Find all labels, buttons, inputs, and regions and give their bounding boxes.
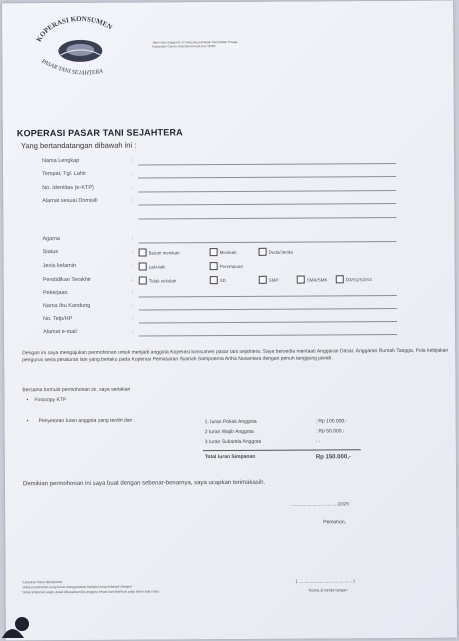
date-line[interactable]: ........................., .........../2025 — [290, 501, 349, 507]
signature-caption: Nama & tanda tangan — [308, 587, 348, 593]
fee-name-wajib: 2 Iuran Wajib Anggota — [204, 428, 254, 436]
option-belum-menikah: Belum menikah — [148, 250, 180, 256]
checkbox-tidak-sekolah[interactable] — [139, 277, 147, 285]
corner-brand-icon — [0, 608, 40, 638]
alamat-domisili-line-2[interactable] — [138, 217, 396, 220]
logo-bottom-text: PASAR TANI SEJAHTERA — [40, 58, 104, 77]
option-sma-smk: SMA/SMK — [306, 277, 328, 283]
checkbox-laki-laki[interactable] — [139, 263, 147, 271]
fields-top: Nama Lengkap : Tempat, Tgl. Lahir : No. Identitas (e-KTP) : Alamat sesuai Domisili : — [2, 1, 453, 4]
declaration-paragraph: Dengan ini saya mengajukan permohonan untuk menjadi anggota Koperasi konsumen pasar tani sejahtera. Saya bersedia mentaati Anggaran Dasar, Anggaran Rumah Tangga, Pola kebijakan pengurus serta peraturan lain yang berlaku pada Koperasi Pemasaran Syariah Sampoerna Artha Nusantara dengan penuh tanggung jawab. — [22, 347, 449, 364]
footnote-3: *untuk simpanan wajib, dapat dibayarkan jika anggota keluar dari distribusi pada tahun buku baru — [21, 589, 160, 595]
field-label-no-identitas: No. Identitas (e-KTP) — [42, 184, 94, 192]
option-smp: SMP — [268, 277, 279, 283]
field-label-status: Status — [42, 249, 59, 256]
no-identitas-line[interactable] — [138, 190, 396, 193]
form-sheet: KOPERASI KONSUMEN PASAR TANI SEJAHTERA Jalan raya cisaga km 17 kampung pamepan Kecamatan Cisaga Kabupaten Ciamis Jawa Barat Kode pos 46283 KOPERASI PASAR TANI SEJAHTERA Yang bertandatangan dibawah ini : Nama Lengkap : Tempat, Tgl. Lahir : No. Identitas (e-KTP) : Alamat sesuai Domisili : Agama : Status : Belum menikah Menikah Duda/Janda Jenis kelamin : Laki-laki Perempuan Pendidikan Terakhir : Tidak sekolah SD SMP SMA/SMK D3/S1/S2/S3 Pekerjaan : Nama Ibu Kandung : No. Telp/HP : Alamat e-mail : Dengan ini saya mengajukan permohonan untuk menjadi anggota Koperasi konsumen pasar tani sejahtera. Saya bersedia mentaati Anggaran Dasar, Anggaran Rumah Tangga, Pola kebijakan pengurus serta peraturan lain yang berlaku pada Koperasi Pemasaran Syariah Sampoerna Artha Nusantara dengan penuh tanggung jawab. Bersama formulir permohonan ini, saya sertakan • Fotocopy KTP • Penyetoran Iuran anggota yang terdiri dari : 1. Iuran Pokok Anggota : Rp 100.000,- 2 Iuran Wajib Anggota : Rp 50.000,- 3 Iuran Sukarela Anggota : - Total Iuran Simpanan Rp 150.000,- Demikian permohonan ini saya buat dengan sebenar-benarnya, saya ucapkan terimakasih. ........................., .........../2025 Pemohon, (.............................................) Nama & tanda tangan *Lampiran harus dilampirkan *untuk penyerahan uang harus menggunakan kwitansi yang terlampir stampel *untuk simpanan wajib, dapat dibayarkan jika anggota keluar dari distribusi pada tahun buku baru — [2, 1, 457, 641]
no-telp-line[interactable] — [139, 321, 397, 324]
header-address: Jalan raya cisaga km 17 kampung pamepan Kecamatan Cisaga Kabupaten Ciamis Jawa Barat Kode pos 46283 — [152, 39, 238, 49]
nama-ibu-line[interactable] — [139, 308, 397, 311]
option-perempuan: Perempuan — [219, 263, 243, 270]
checkbox-belum-menikah[interactable] — [139, 249, 147, 257]
checkbox-sd[interactable] — [210, 276, 218, 284]
field-label-nama-ibu: Nama Ibu Kandung — [42, 302, 91, 310]
pemohon-label: Pemohon, — [323, 519, 347, 526]
option-laki-laki: Laki-laki — [148, 264, 166, 270]
nama-lengkap-line[interactable] — [138, 163, 396, 166]
checkbox-d3-s1-s2-s3[interactable] — [336, 275, 344, 283]
field-label-nama-lengkap: Nama Lengkap — [42, 157, 80, 165]
logo-top-text: KOPERASI KONSUMEN — [34, 14, 114, 44]
option-tidak-sekolah: Tidak sekolah — [148, 278, 177, 284]
tempat-tgl-lahir-line[interactable] — [138, 176, 396, 179]
fee-name-pokok: 1. Iuran Pokok Anggota — [204, 418, 257, 426]
signature-bracket[interactable]: (.............................................) — [295, 578, 355, 584]
fees-intro: Penyetoran Iuran anggota yang terdiri dari : — [38, 417, 136, 425]
option-d3-s1-s2-s3: D3/S1/S2/S3 — [345, 277, 372, 283]
fee-amount-wajib: : Rp 50.000,- — [315, 428, 345, 435]
field-label-agama: Agama — [42, 236, 60, 243]
field-label-alamat-domisili: Alamat sesuai Domisili — [42, 197, 98, 205]
field-label-jenis-kelamin: Jenis kelamin — [42, 262, 77, 270]
fee-amount-pokok: : Rp 100.000,- — [315, 418, 348, 425]
checkbox-sma-smk[interactable] — [297, 276, 305, 284]
field-label-no-telp: No. Telp/HP — [42, 315, 73, 323]
option-menikah: Menikah — [219, 249, 237, 256]
agama-line[interactable] — [139, 241, 397, 244]
checkbox-perempuan[interactable] — [210, 262, 218, 270]
field-label-email: Alamat e-mail — [43, 328, 77, 336]
footnote-2: *untuk penyerahan uang harus menggunakan kwitansi yang terlampir stampel — [21, 584, 132, 590]
checkbox-menikah[interactable] — [210, 248, 218, 256]
closing-statement: Demikian permohonan ini saya buat dengan sebenar-benarnya, saya ucapkan terimakasih. — [22, 479, 266, 488]
email-line[interactable] — [139, 334, 397, 337]
option-duda-janda: Duda/Janda — [268, 249, 293, 255]
checkbox-duda-janda[interactable] — [259, 248, 267, 256]
alamat-domisili-line-1[interactable] — [138, 203, 396, 206]
form-intro: Yang bertandatangan dibawah ini : — [20, 140, 137, 151]
form-title: KOPERASI PASAR TANI SEJAHTERA — [16, 127, 183, 139]
total-amount: Rp 150.000,- — [315, 454, 351, 461]
attachment-item: Fotocopy KTP — [34, 396, 67, 404]
option-sd: SD — [219, 278, 227, 284]
checkbox-smp[interactable] — [259, 276, 267, 284]
pekerjaan-line[interactable] — [139, 295, 397, 298]
total-divider — [203, 449, 361, 451]
fees-bullet: • — [26, 418, 29, 425]
attachment-bullet: • — [26, 397, 29, 404]
footnote-1: *Lampiran harus dilampirkan — [21, 580, 63, 585]
attachment-intro: Bersama formulir permohonan ini, saya sertakan — [22, 386, 131, 394]
fee-amount-sukarela: : - — [315, 438, 321, 445]
field-label-pekerjaan: Pekerjaan — [42, 289, 68, 297]
field-label-pendidikan: Pendidikan Terakhir — [42, 276, 91, 284]
fee-name-sukarela: 3 Iuran Sukarela Anggota — [204, 438, 262, 446]
svg-text:KOPERASI KONSUMEN — [35, 15, 114, 44]
field-label-tempat-tgl-lahir: Tempat, Tgl. Lahir — [42, 170, 87, 178]
total-label: Total Iuran Simpanan — [204, 453, 256, 461]
cooperative-logo — [30, 15, 130, 86]
